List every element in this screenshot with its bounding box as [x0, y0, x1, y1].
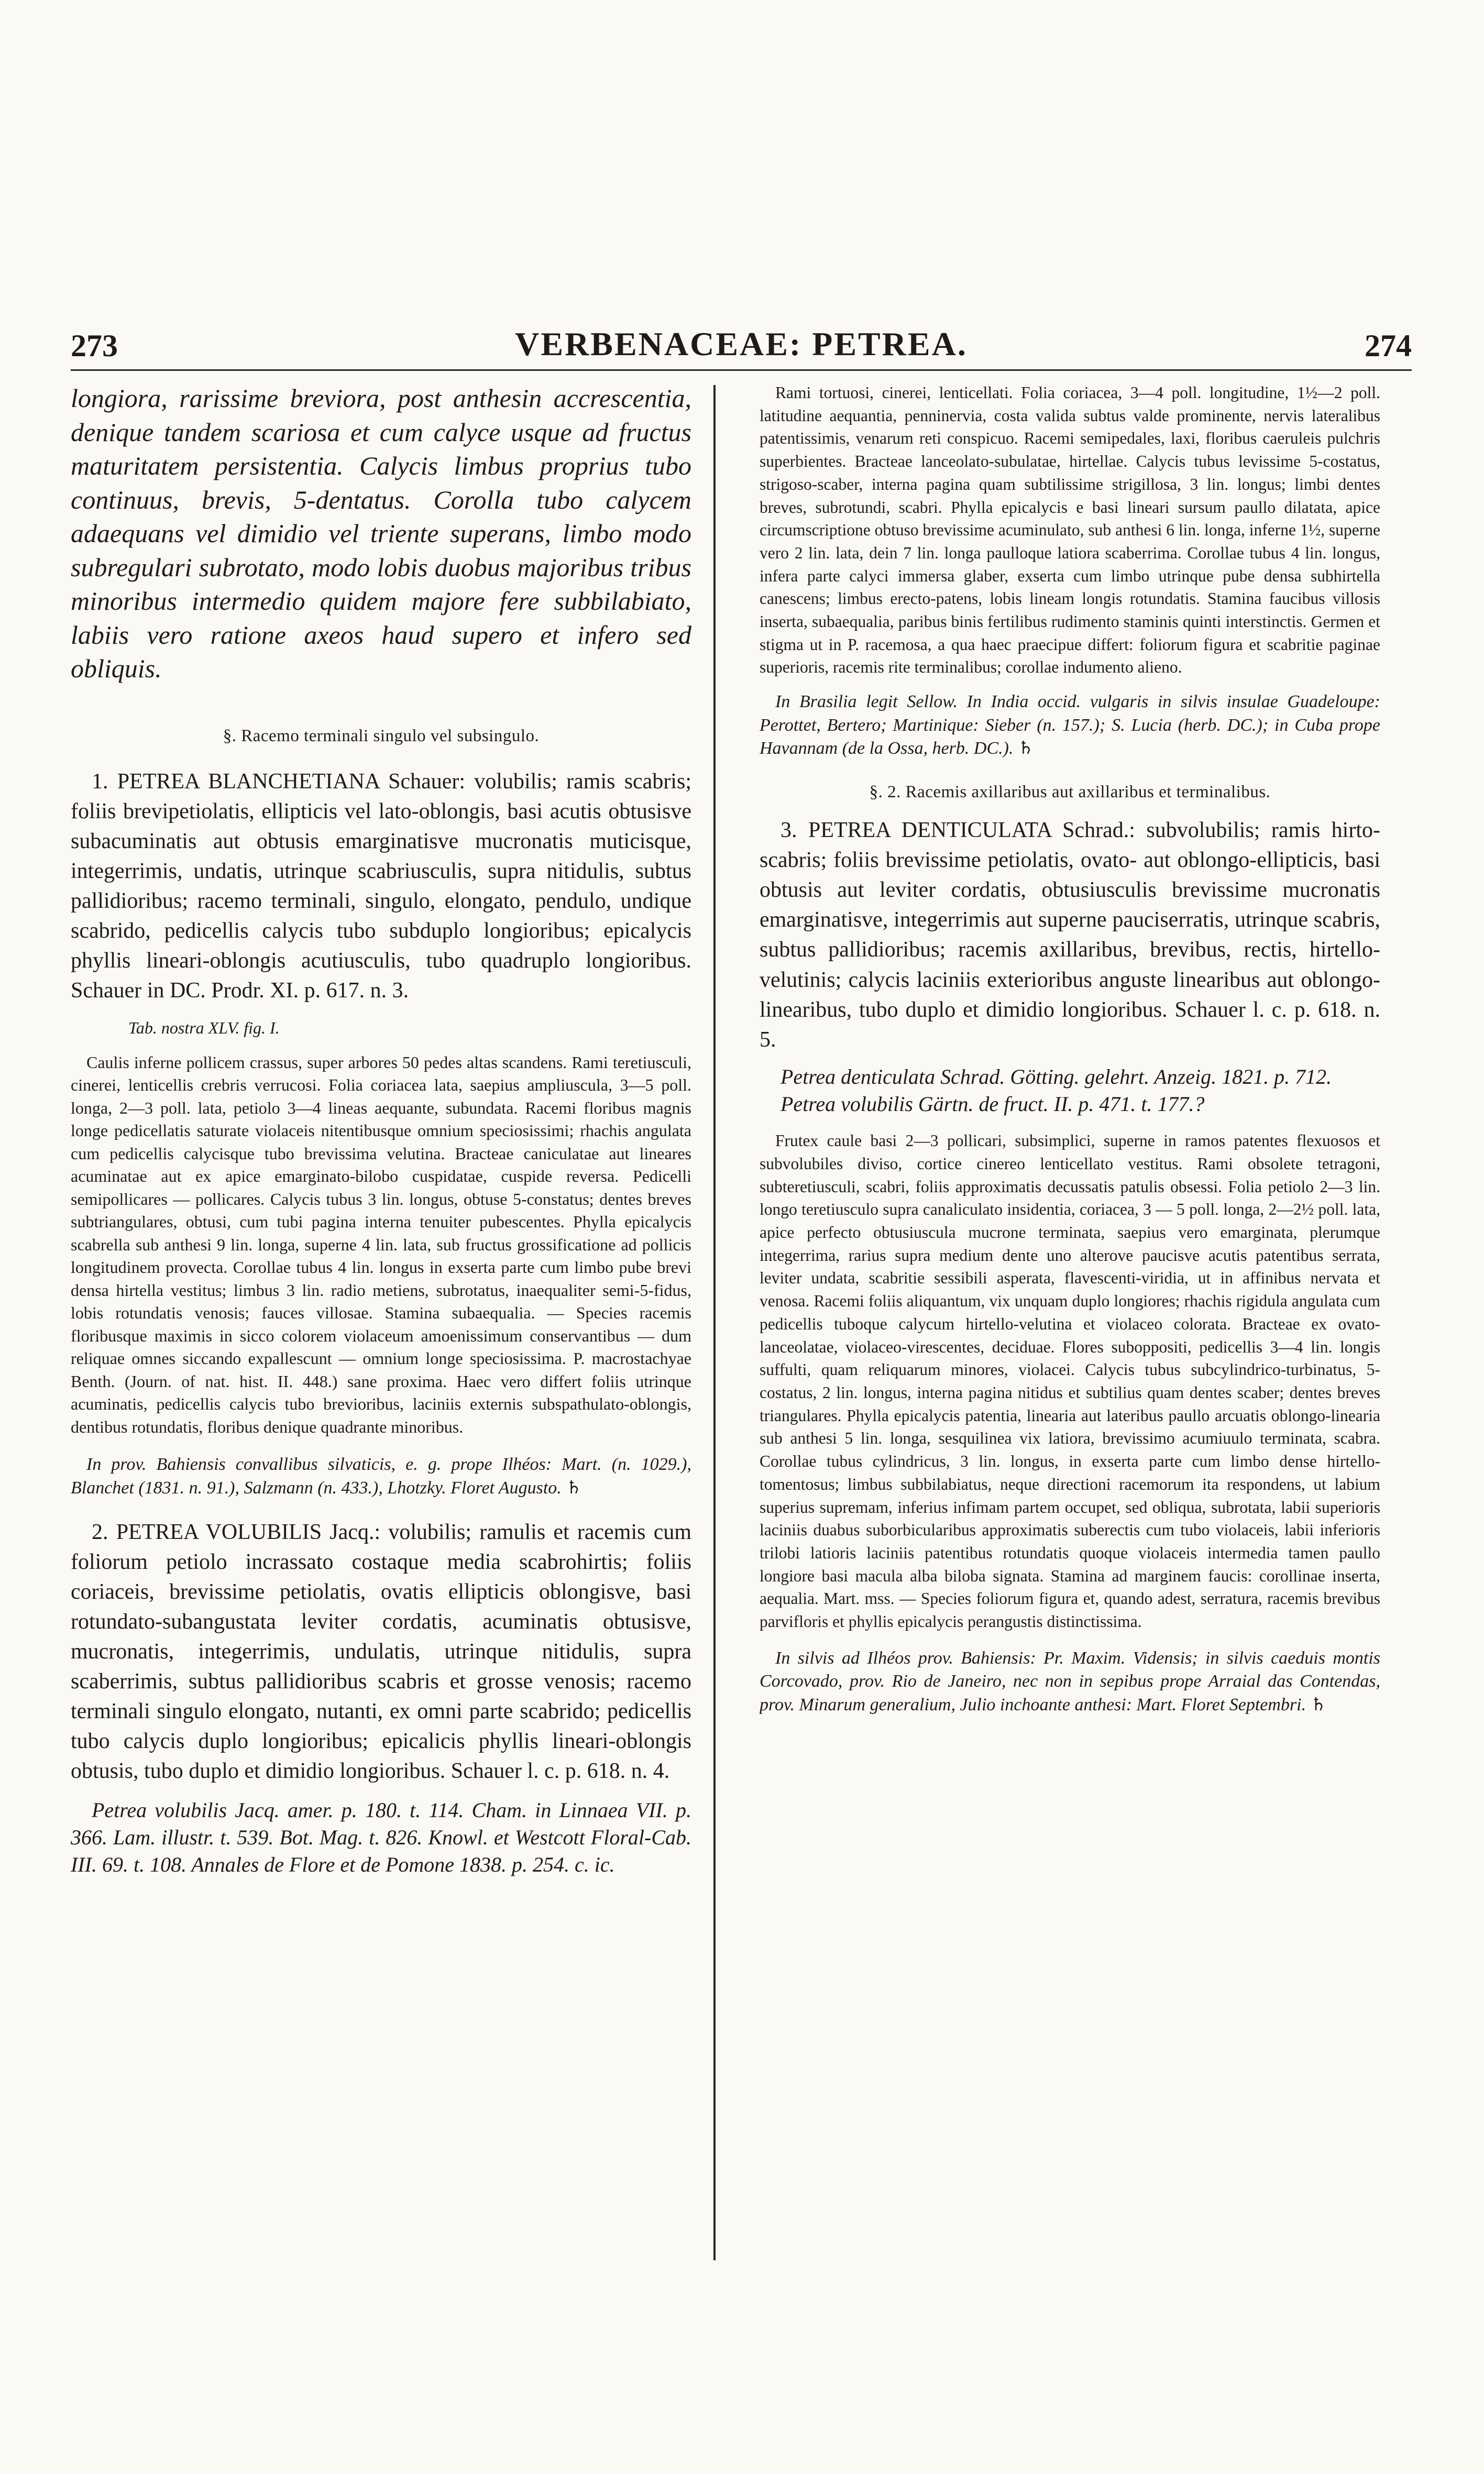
species-1-diagnosis: 1. PETREA BLANCHETIANA Schauer: volubilis; ramis scabris; foliis brevipetiolatis, ellipticis vel lato-oblongis, basi acutis obtusisve subacuminatis aut obtusis emarginatisve mucronatis muticisque, integerrimis, undatis, utrinque scabriusculis, supra nitidulis, subtus pallidioribus; racemo terminali, singulo, elongato, pendulo, undique scabrido, pedicellis calycis tubo subduplo longioribus; epicalycis phyllis lineari-oblongis acutiusculis, tubo quadruplo longioribus. Schauer in DC. Prodr. XI. p. 617. n. 3.	[71, 769, 691, 1003]
species-1-plate-reference: Tab. nostra XLV. fig. I.	[128, 1018, 280, 1037]
species-1-localities: In prov. Bahiensis convallibus silvaticis, e. g. prope Ilhéos: Mart. (n. 1029.), Blanchet (1831. n. 91.), Salzmann (n. 433.), Lhotzky. Floret Augusto. ♄	[71, 1455, 691, 1498]
species-3-diagnosis: 3. PETREA DENTICULATA Schrad.: subvolubilis; ramis hirto-scabris; foliis brevissime petiolatis, ovato- aut oblongo-ellipticis, basi obtusis aut leviter cordatis, obtusiusculis brevissime mucronatis emarginatisve, integerrimis aut superne pauciserratis, utrinque scabris, subtus pallidioribus; racemis axillaribus, brevibus, rectis, hirtello-velutinis; calycis laciniis exterioribus anguste linearibus aut oblongo-linearibus, tubo duplo et dimidio longioribus. Schauer l. c. p. 618. n. 5.	[760, 818, 1380, 1052]
header-rule	[71, 369, 1412, 371]
section-heading-1: §. Racemo terminali singulo vel subsingulo.	[223, 726, 540, 745]
species-3-localities: In silvis ad Ilhéos prov. Bahiensis: Pr. Maxim. Vidensis; in silvis caeduis montis Corcovado, prov. Rio de Janeiro, nec non in sepibus prope Arraial das Contendas, prov. Minarum generalium, Julio inchoante anthesi: Mart. Floret Septembri. ♄	[760, 1648, 1380, 1714]
page-number-left: 273	[71, 328, 118, 363]
section-heading-2: §. 2. Racemis axillaribus aut axillaribus et terminalibus.	[869, 782, 1271, 801]
species-2-diagnosis: 2. PETREA VOLUBILIS Jacq.: volubilis; ramulis et racemis cum foliorum petiolo incrassato costaque media scabrohirtis; foliis coriaceis, brevissime petiolatis, ovatis ellipticis oblongisve, basi rotundato-subangustata leviter cordatis, acuminatis obtusisve, mucronatis, integerrimis, undulatis, utrinque nitidulis, supra scaberrimis, subtus pallidioribus scabris et grosse venosis; racemo terminali singulo elongato, nutanti, ex omni parte scabrido; pedicellis tubo calycis duplo longioribus; epicalicis phyllis lineari-oblongis obtusis, tubo duplo et dimidio longioribus. Schauer l. c. p. 618. n. 4.	[71, 1520, 691, 1783]
species-2-citations: Petrea volubilis Jacq. amer. p. 180. t. 114. Cham. in Linnaea VII. p. 366. Lam. illustr. t. 539. Bot. Mag. t. 826. Knowl. et Westcott Floral-Cab. III. 69. t. 108. Annales de Flore et de Pomone 1838. p. 254. c. ic.	[71, 1798, 691, 1876]
species-2-localities: In Brasilia legit Sellow. In India occid. vulgaris in silvis insulae Guadeloupe: Perottet, Bertero; Martinique: Sieber (n. 157.); S. Lucia (herb. DC.); in Cuba prope Havannam (de la Ossa, herb. DC.). ♄	[760, 692, 1380, 758]
species-2-description: Rami tortuosi, cinerei, lenticellati. Folia coriacea, 3—4 poll. longitudine, 1½—2 poll. latitudine aequantia, penninervia, costa valida subtus valde prominente, nervis lateralibus patentissimis, venarum reti conspicuo. Racemi semipedales, laxi, floribus caeruleis pulchris superbientes. Bracteae lanceolato-subulatae, hirtellae. Calycis tubus levissime 5-costatus, strigoso-scaber, interna pagina quam subtilissime strigillosa, 3 lin. longus; limbi dentes breves, subrotundi, scabri. Phylla epicalycis e basi lineari sursum paullo dilatata, apice circumscriptione obtuso brevissime acuminulato, sub anthesi 6 lin. longa, inferne 1½, superne vero 2 lin. lata, dein 7 lin. longa paulloque latiora scaberrima. Corollae tubus 4 lin. longus, infera parte calyci immersa glaber, exserta cum limbo utrinque pube densa subhirtella canescens; limbus erecto-patens, lobis lineam longis rotundatis. Stamina faucibus villosis inserta, subaequalia, paribus binis fertilibus rudimento staminis quinti interstinctis. Germen et stigma ut in P. racemosa, a qua haec praecipue differt: foliorum figura et scabritie paginae superioris, racemis rite terminalibus; corollae indumento alieno.	[760, 383, 1380, 677]
species-3-citation-1: Petrea denticulata Schrad. Götting. gelehrt. Anzeig. 1821. p. 712.	[781, 1065, 1332, 1089]
running-header	[71, 325, 1412, 367]
species-1-description: Caulis inferne pollicem crassus, super arbores 50 pedes altas scandens. Rami teretiusculi, cinerei, lenticellis crebris verrucosi. Folia coriacea lata, saepius ampliuscula, 3—5 poll. longa, 2—3 poll. lata, petiolo 3—4 lineas aequante, subundata. Racemi floribus magnis longe pedicellatis saturate violaceis nitentibusque omnium speciosissimi; rhachis angulata cum pedicellis calycisque tubo brevissima velutina. Bracteae caniculatae aut lineares acuminatae aut ex apice emarginato-bilobo cuspidatae, cuspide reversa. Pedicelli semipollicares — pollicares. Calycis tubus 3 lin. longus, obtuse 5-constatus; dentes breves subtriangulares, obtusi, cum tubi pagina interna tenuiter pubescentes. Phylla epicalycis scabrella sub anthesi 9 lin. longa, superne 4 lin. lata, sub fructus grossificatione ad pollicis longitudinem provecta. Corollae tubus 4 lin. longus in exserta parte cum limbo pube brevi densa hirtella vestitus; limbus 3 lin. radio metiens, subrotatus, inaequaliter semi-5-fidus, lobis rotundatis venosis; fauces villosae. Stamina subaequalia. — Species racemis floribusque maximis in sicco colorem violaceum amoenissimum conservantibus — dum reliquae omnes siccando expallescunt — omnium longe speciosissima. P. macrostachyae Benth. (Journ. of nat. hist. II. 448.) sane proxima. Haec vero differt foliis utrinque acuminatis, pedicellis calycis tubo brevioribus, laciniis externis subspathulato-oblongis, dentibus rotundatis, floribus denique quadrante minoribus.	[71, 1052, 691, 1436]
page-number-right: 274	[1365, 328, 1412, 363]
right-column	[760, 381, 1380, 1717]
running-title: VERBENACEAE: PETREA.	[515, 325, 968, 362]
left-column	[71, 381, 691, 1878]
genus-description-continued: longiora, rarissime breviora, post anthesin accrescentia, denique tandem scariosa et cum calyce usque ad fructus maturitatem persistentia. Calycis limbus proprius tubo continuus, brevis, 5-dentatus. Corolla tubo calycem adaequans vel dimidio vel triente superans, limbo modo subregulari subrotato, modo lobis duobus majoribus tribus minoribus intermedio quidem majore fere subbilabiato, labiis vero ratione axeos haud supero et infero sed obliquis.	[71, 383, 691, 683]
column-divider	[713, 385, 716, 2260]
species-3-citation-2: Petrea volubilis Gärtn. de fruct. II. p. 471. t. 177.?	[781, 1092, 1205, 1116]
species-3-description: Frutex caule basi 2—3 pollicari, subsimplici, superne in ramos patentes flexuosos et subvolubiles diviso, cortice cinereo lenticellato vestitus. Rami obsolete tetragoni, subteretiusculi, scabri, foliis approximatis decussatis patulis obsessi. Folia petiolo 2—3 lin. longo teretiusculo supra canaliculato insidentia, coriacea, 3 — 5 poll. longa, 2—2½ poll. lata, apice perfecto obtusiuscula mucrone terminata, saepius vero emarginata, plerumque integerrima, rarius supra medium dente uno alterove paucisve acutis patentibus serrata, leviter undata, scabritie sessibili asperata, flavescenti-viridia, ut in affinibus nervata et venosa. Racemi foliis aliquantum, vix unquam duplo longiores; rhachis rigidula angulata cum pedicellis tuboque calycum hirtello-velutina et violaceo colorata. Bracteae ex ovato-lanceolatae, violaceo-virescentes, deciduae. Flores suboppositi, pedicellis 3—4 lin. longis suffulti, quam reliquarum minores, violacei. Calycis tubus subcylindrico-turbinatus, 5-costatus, 2 lin. longus, interna pagina nitidus et subtilius quam dentes scaber; dentes breves triangulares. Phylla epicalycis patentia, linearia aut lateribus paullo arcuatis oblongo-linearia sub anthesi 5 lin. longa, sesquilinea vix latiora, brevissimo acumiuulo terminata, scabra. Corollae tubus cylindricus, 3 lin. longus, in exserta parte cum limbo dense hirtello-tomentosus; limbus subbilabiatus, neque directioni racemorum ita respondens, ut labium superius supremam, inferius infimam partem occupet, sed obliqua, subrotata, labii superioris laciniis duabus suborbicularibus approximatis suberectis cum tubo violaceis, labii inferioris trilobi latioris laciniis patentibus rotundatis quoque violaceis intermedia tamen paullo longiore basi macula alba biloba signata. Stamina ad marginem faucis: corollinae inserta, aequalia. Mart. mss. — Species foliorum figura et, quando adest, serratura, racemis brevibus parvifloris et phyllis epicalycis perangustis distinctissima.	[760, 1131, 1380, 1631]
